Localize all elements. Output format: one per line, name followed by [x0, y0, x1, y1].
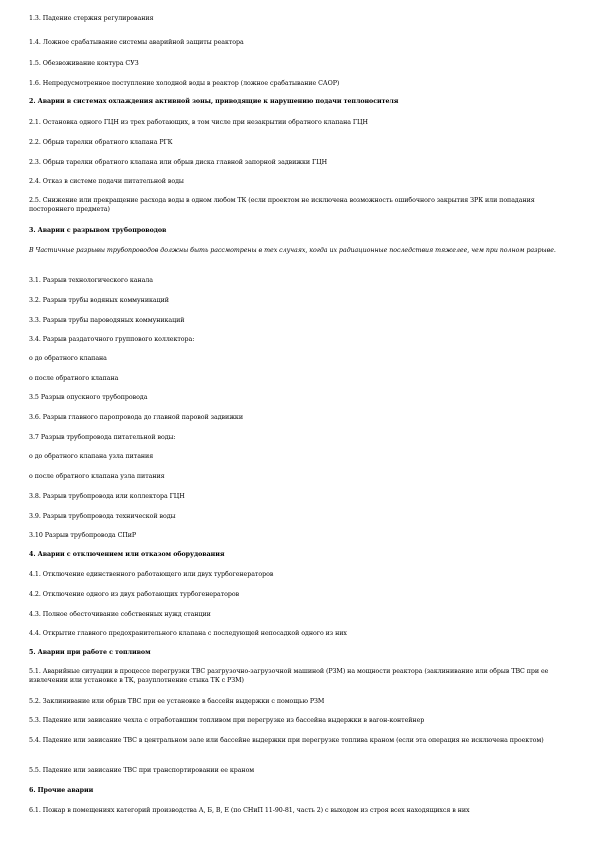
text-line-3-4: 3.4. Разрыв раздаточного группового коллектора:	[29, 336, 195, 343]
text-line-2-1: 2.1. Остановка одного ГЦН из трех работающих, в том числе при незакрытии обратного клапана ГЦН	[29, 119, 368, 126]
text-line-1-6: 1.6. Непредусмотренное поступление холодной воды в реактор (ложное срабатывание САОР)	[29, 80, 340, 87]
text-line-3-6: 3.6. Разрыв главного паропровода до главной паровой задвижки	[29, 414, 243, 421]
text-line-4-1: 4.1. Отключение единственного работающего или двух турбогенераторов	[29, 571, 274, 578]
text-line-5-2: 5.2. Заклинивание или обрыв ТВС при ее установке в бассейн выдержки с помощью РЗМ	[29, 698, 325, 705]
text-line-2-4: 2.4. Отказ в системе подачи питательной воды	[29, 178, 184, 185]
text-line-3-10: 3.10 Разрыв трубопровода СПиР	[29, 532, 137, 539]
text-line-3-9: 3.9. Разрыв трубопровода технической воды	[29, 513, 176, 520]
text-line-4-3: 4.3. Полное обесточивание собственных нужд станции	[29, 611, 211, 618]
text-line-2-2: 2.2. Обрыв тарелки обратного клапана РГК	[29, 139, 173, 146]
text-line-3-7: 3.7 Разрыв трубопровода питательной воды:	[29, 434, 176, 441]
section-heading-2: 2. Аварии в системах охлаждения активной зоны, приводящие к нарушению подачи теплоносителя	[29, 98, 399, 105]
text-line-5-4: 5.4. Падение или зависание ТВС в центральном зале или бассейне выдержки при перегрузке топлива краном (если эта операция не исключена проектом)	[29, 737, 544, 744]
text-line-1-4: 1.4. Ложное срабатывание системы аварийной защиты реактора	[29, 39, 244, 46]
section-heading-4: 4. Аварии с отключением или отказом оборудования	[29, 551, 225, 558]
text-line-3-1: 3.1. Разрыв технологического канала	[29, 277, 153, 284]
section-heading-6: 6. Прочие аварии	[29, 787, 94, 794]
text-line-3-8: 3.8. Разрыв трубопровода или коллектора ГЦН	[29, 493, 185, 500]
note-partial-ruptures: В Частичные разрывы трубопроводов должны быть рассмотрены в тех случаях, когда их радиационные последствия тяжелее, чем при полном разрыве.	[29, 247, 556, 254]
section-heading-5: 5. Аварии при работе с топливом	[29, 649, 151, 656]
text-line-3-3: 3.3. Разрыв трубы пароводяных коммуникаций	[29, 317, 185, 324]
text-line-3-2: 3.2. Разрыв трубы водяных коммуникаций	[29, 297, 169, 304]
text-line-2-5: 2.5. Снижение или прекращение расхода воды в одном любом ТК (если проектом не исключена возможность ошибочного закрытия ЗРК или попадания постороннего предмета)	[29, 197, 535, 213]
text-line-5-1: 5.1. Аварийные ситуации в процессе перегрузки ТВС разгрузочно-загрузочной машиной (РЗМ) на мощности реактора (заклинивание или обрыв ТВС при ее извлечении или установке в ТК, разуплотнение стыка ТК с РЗМ)	[29, 668, 549, 684]
list-item-3-7-b: о после обратного клапана узла питания	[29, 473, 165, 480]
text-line-5-3: 5.3. Падение или зависание чехла с отработавшим топливом при перегрузке из бассейна выдержки в вагон-контейнер	[29, 717, 425, 724]
list-item-3-4-a: о до обратного клапана	[29, 355, 107, 362]
text-line-1-5: 1.5. Обезвоживание контура СУЗ	[29, 60, 139, 67]
section-heading-3: 3. Аварии с разрывом трубопроводов	[29, 227, 167, 234]
text-line-2-3: 2.3. Обрыв тарелки обратного клапана или обрыв диска главной запорной задвижки ГЦН	[29, 159, 328, 166]
text-line-4-4: 4.4. Открытие главного предохранительного клапана с последующей непосадкой одного из них	[29, 630, 347, 637]
text-line-6-1: 6.1. Пожар в помещениях категорий производства А, Б, В, Е (по СНиП 11-90-81, часть 2) с выходом из строя всех находящихся в них	[29, 807, 470, 814]
text-line-1-3: 1.3. Падение стержня регулирования	[29, 15, 154, 22]
text-line-3-5: 3.5 Разрыв опускного трубопровода	[29, 394, 148, 401]
text-line-4-2: 4.2. Отключение одного из двух работающих турбогенераторов	[29, 591, 240, 598]
text-line-5-5: 5.5. Падение или зависание ТВС при транспортировании ее краном	[29, 767, 255, 774]
list-item-3-7-a: о до обратного клапана узла питания	[29, 453, 154, 460]
list-item-3-4-b: о после обратного клапана	[29, 375, 119, 382]
